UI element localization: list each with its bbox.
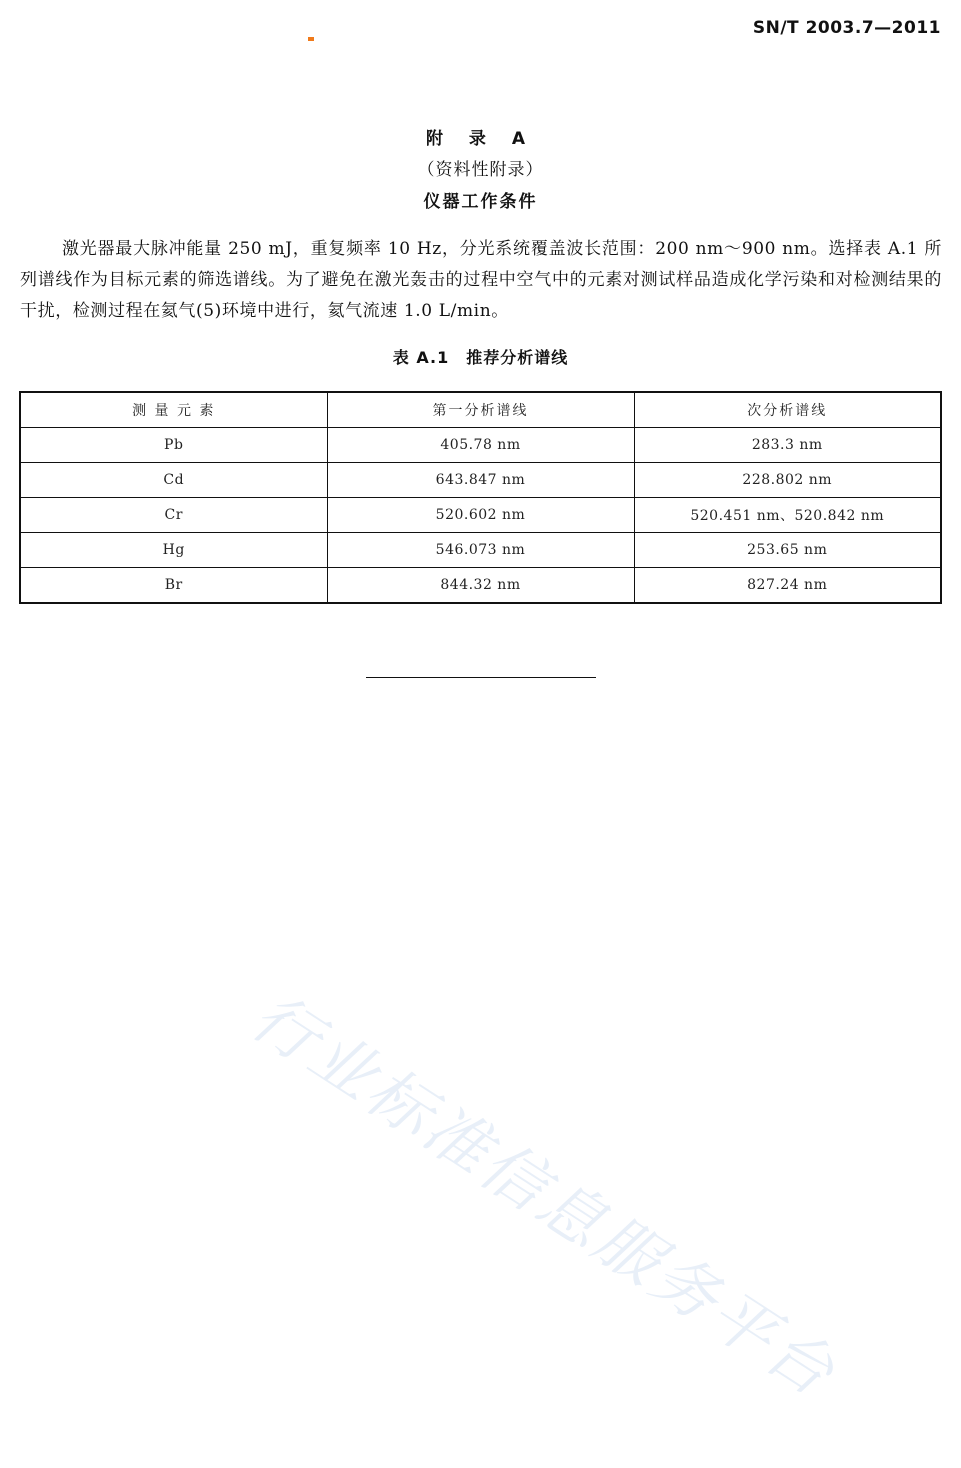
header-element: 测 量 元 素	[20, 392, 327, 428]
header-primary-line: 第一分析谱线	[327, 392, 634, 428]
spectral-lines-table	[19, 391, 942, 604]
orange-mark	[308, 37, 314, 41]
cell-primary-line: 643.847 nm	[327, 463, 634, 498]
end-rule	[366, 677, 596, 678]
cell-primary-line: 844.32 nm	[327, 568, 634, 604]
cell-primary-line: 546.073 nm	[327, 533, 634, 568]
cell-primary-line: 405.78 nm	[327, 428, 634, 463]
table-row	[20, 568, 941, 604]
table-row	[20, 498, 941, 533]
standard-number: SN/T 2003.7—2011	[752, 18, 941, 38]
table-row	[20, 428, 941, 463]
body-paragraph: 激光器最大脉冲能量 250 mJ，重复频率 10 Hz，分光系统覆盖波长范围：200 nm～900 nm。选择表 A.1 所列谱线作为目标元素的筛选谱线。为了避免在激光轰击的过程中空气中的元素对测试样品造成化学污染和对检测结果的干扰，检测过程在氦气(5)环境中进行，氦气流速 1.0 L/min。	[20, 239, 942, 321]
annex-title: 仪器工作条件	[423, 192, 538, 212]
cell-element: Br	[20, 568, 327, 604]
table-header-row	[20, 392, 941, 428]
cell-element: Cd	[20, 463, 327, 498]
table-row	[20, 463, 941, 498]
cell-element: Pb	[20, 428, 327, 463]
cell-secondary-line: 253.65 nm	[634, 533, 941, 568]
cell-element: Cr	[20, 498, 327, 533]
table-row	[20, 533, 941, 568]
cell-element: Hg	[20, 533, 327, 568]
annex-label: 附 录 A	[426, 129, 535, 149]
cell-secondary-line: 283.3 nm	[634, 428, 941, 463]
cell-secondary-line: 827.24 nm	[634, 568, 941, 604]
cell-secondary-line: 228.802 nm	[634, 463, 941, 498]
watermark: 行业标准信息服务平台	[238, 980, 850, 1413]
cell-secondary-line: 520.451 nm、520.842 nm	[634, 498, 941, 533]
annex-nature: （资料性附录）	[417, 160, 544, 180]
header-secondary-line: 次分析谱线	[634, 392, 941, 428]
cell-primary-line: 520.602 nm	[327, 498, 634, 533]
table-caption: 表 A.1 推荐分析谱线	[392, 348, 569, 367]
